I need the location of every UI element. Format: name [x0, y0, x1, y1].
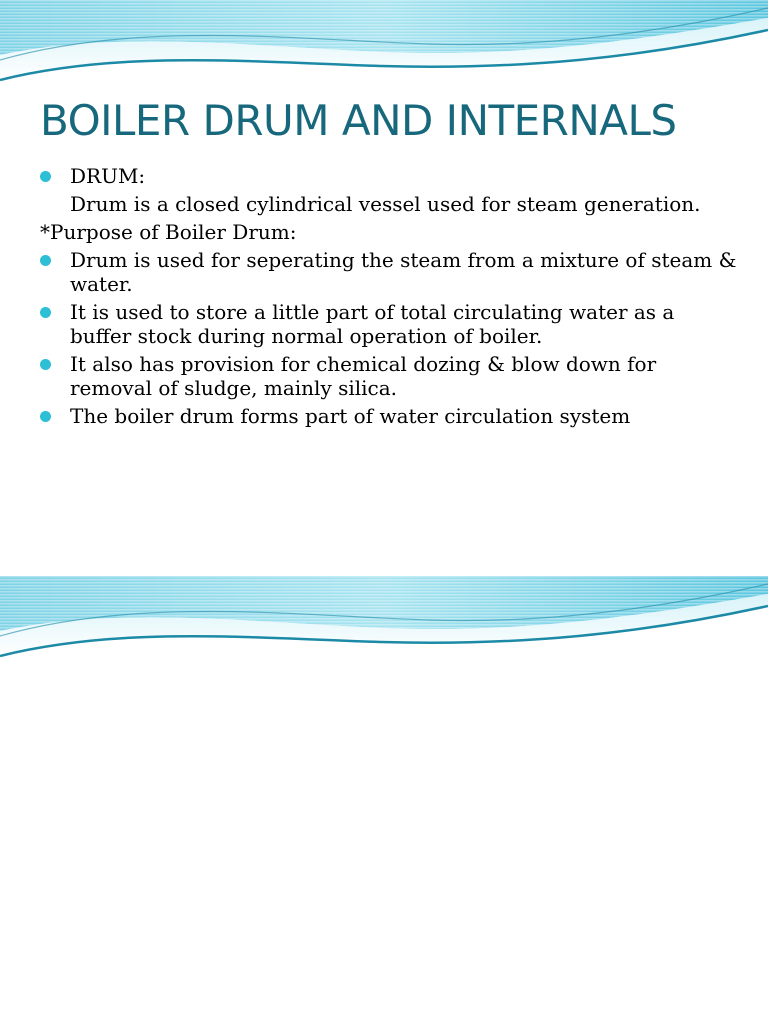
bullet-dot-icon	[40, 359, 51, 370]
subheading-text: *Purpose of Boiler Drum:	[40, 220, 297, 244]
list-item	[40, 248, 740, 296]
list-item	[40, 164, 740, 188]
list-item-text: Drum is used for seperating the steam from a mixture of steam & water.	[70, 248, 737, 296]
list-item	[40, 300, 740, 348]
list-item-text: DRUM:	[70, 164, 146, 188]
wave-graphic	[0, 0, 768, 96]
list-item-continuation	[40, 192, 740, 216]
list-item-text: Drum is a closed cylindrical vessel used for steam generation.	[70, 192, 701, 216]
decorative-wave-banner	[0, 0, 768, 96]
wave-graphic	[0, 576, 768, 672]
slide-title: BOILER DRUM AND INTERNALS	[40, 96, 677, 145]
bullet-dot-icon	[40, 255, 51, 266]
list-item	[40, 404, 740, 428]
list-item-text: The boiler drum forms part of water circulation system	[70, 404, 631, 428]
section-subheading	[40, 220, 740, 244]
list-item	[40, 352, 740, 400]
bullet-list	[40, 164, 740, 432]
list-item-text: It also has provision for chemical dozing & blow down for removal of sludge, mainly silica.	[70, 352, 657, 400]
decorative-wave-banner	[0, 576, 768, 672]
slide-2	[0, 576, 768, 1024]
bullet-dot-icon	[40, 171, 51, 182]
list-item-text: It is used to store a little part of total circulating water as a buffer stock during normal operation of boiler.	[70, 300, 675, 348]
bullet-dot-icon	[40, 411, 51, 422]
bullet-dot-icon	[40, 307, 51, 318]
